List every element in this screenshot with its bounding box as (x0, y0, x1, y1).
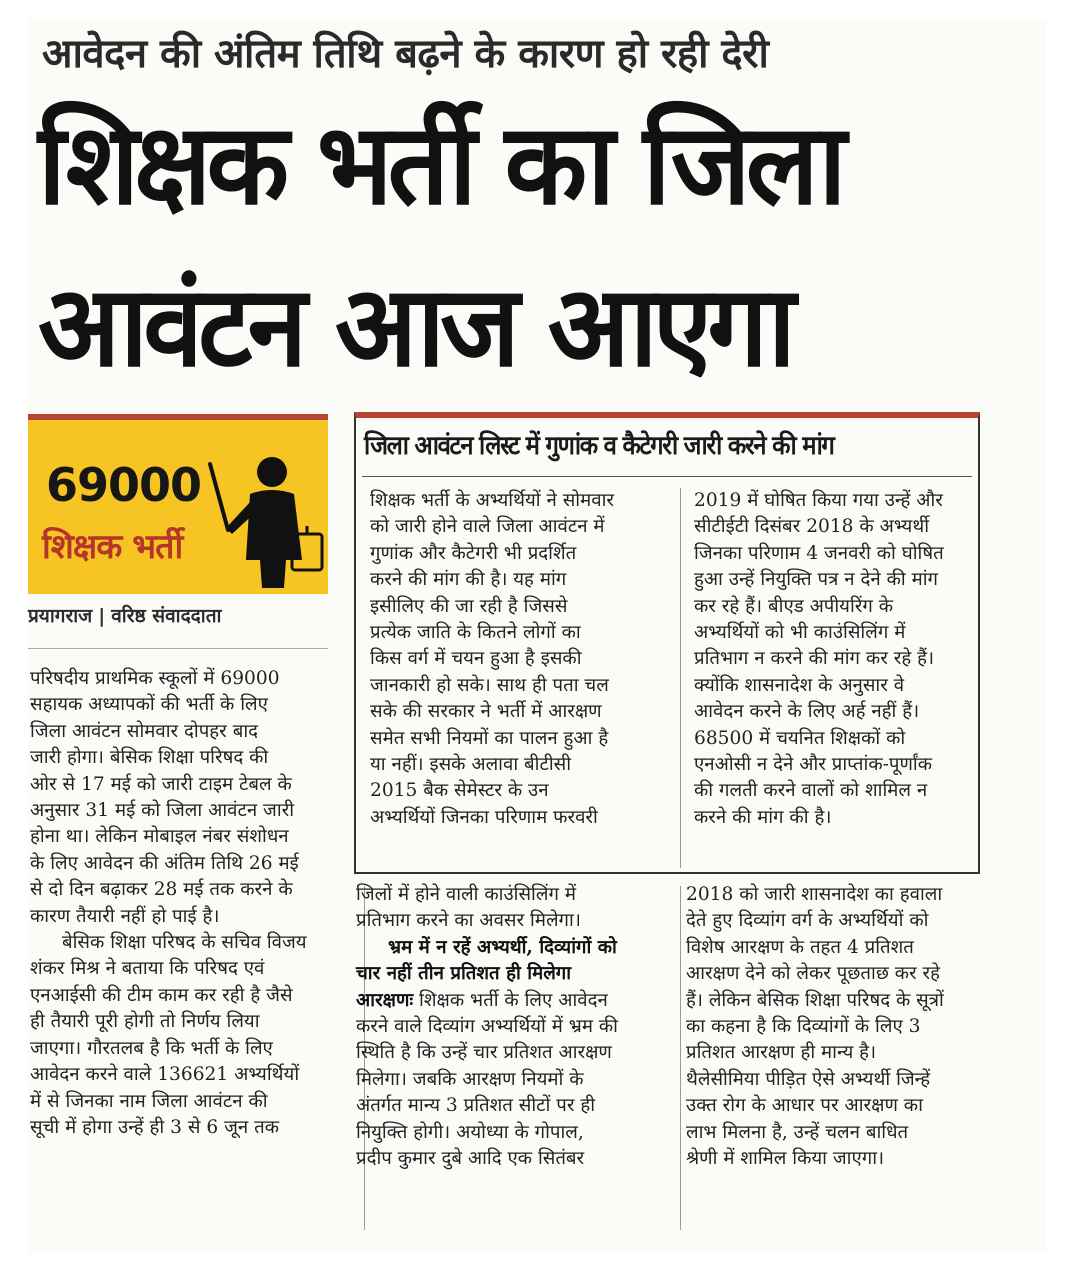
box-column-divider (680, 488, 681, 868)
text-line: शिक्षक भर्ती के अभ्यर्थियों ने सोमवार (370, 490, 614, 511)
text-line: प्रदीप कुमार दुबे आदि एक सितंबर (356, 1148, 585, 1170)
text-line: अभ्यर्थियों को भी काउंसिलिंग में (694, 622, 906, 644)
text-line: सके की सरकार ने भर्ती में आरक्षण (370, 701, 602, 723)
text-line: गुणांक और कैटेगरी भी प्रदर्शित (370, 542, 577, 564)
text-line: होना था। लेकिन मोबाइल नंबर संशोधन (30, 826, 289, 848)
text-line: लाभ मिलना है, उन्हें चलन बाधित (686, 1121, 909, 1143)
text-line: किस वर्ग में चयन हुआ है इसकी (370, 648, 582, 670)
text-line: बेसिक शिक्षा परिषद के सचिव विजय (62, 932, 307, 954)
text-line: करने की मांग की है। यह मांग (370, 569, 567, 591)
text-line: आवेदन करने वाले 136621 अभ्यर्थियों (30, 1064, 300, 1086)
text-line: जाएगा। गौरतलब है कि भर्ती के लिए (30, 1037, 273, 1059)
text-line: कारण तैयारी नहीं हो पाई है। (30, 905, 220, 927)
teacher-with-pointer-icon (206, 450, 326, 590)
sidebar-story-title: जिला आवंटन लिस्ट में गुणांक व कैटेगरी जारी करने की मांग (364, 431, 834, 461)
byline-reporter: वरिष्ठ संवाददाता (111, 605, 222, 627)
text-line: शंकर मिश्र ने बताया कि परिषद एवं (30, 958, 265, 980)
text-line: इसीलिए की जा रही है जिससे (370, 595, 568, 617)
text-line: जिला आवंटन सोमवार दोपहर बाद (30, 720, 259, 742)
text-line: जिनका परिणाम 4 जनवरी को घोषित (694, 542, 944, 564)
text-line: स्थिति है कि उन्हें चार प्रतिशत आरक्षण (356, 1042, 612, 1064)
box-column-1 (370, 488, 670, 831)
text-line: 2019 में घोषित किया गया उन्हें और (694, 490, 943, 511)
text-line: परिषदीय प्राथमिक स्कूलों में 69000 (30, 668, 280, 689)
text-line: श्रेणी में शामिल किया जाएगा। (686, 1148, 885, 1170)
main-headline-line-1: शिक्षक भर्ती का जिला (38, 100, 842, 230)
text-line: अभ्यर्थियों जिनका परिणाम फरवरी (370, 806, 598, 828)
text-line: जारी होगा। बेसिक शिक्षा परिषद की (30, 747, 269, 769)
sidebar-title-divider (362, 476, 972, 477)
text-line: कर रहे हैं। बीएड अपीयरिंग के (694, 595, 894, 617)
text-line: आरक्षण देने को लेकर पूछताछ कर रहे (686, 963, 941, 985)
text-line: जानकारी हो सके। साथ ही पता चल (370, 674, 609, 696)
byline-separator: | (98, 605, 106, 627)
text-line: का कहना है कि दिव्यांगों के लिए 3 (686, 1016, 921, 1038)
text-line: की गलती करने वालों को शामिल न (694, 780, 928, 802)
text-line: एनओसी न देने और प्राप्तांक-पूर्णांक (694, 754, 932, 776)
text-line: प्रतिभाग न करने की मांग कर रहे हैं। (694, 648, 935, 670)
text-line: सीटीईटी दिसंबर 2018 के अभ्यर्थी (694, 516, 930, 538)
text-line: हैं। लेकिन बेसिक शिक्षा परिषद के सूत्रों (686, 989, 944, 1011)
text-line: समेत सभी नियमों का पालन हुआ है (370, 727, 609, 749)
main-story-column-3 (686, 882, 986, 1172)
text-line: में से जिनका नाम जिला आवंटन की (30, 1090, 268, 1112)
byline (28, 602, 221, 628)
text-line: से दो दिन बढ़ाकर 28 मई तक करने के (30, 879, 293, 901)
text-line: जिलों में होने वाली काउंसिलिंग में (356, 884, 576, 905)
text-line: अनुसार 31 मई को जिला आवंटन जारी (30, 800, 295, 822)
text-line: एनआईसी की टीम काम कर रही है जैसे (30, 984, 293, 1006)
text-line: करने वाले दिव्यांग अभ्यर्थियों में भ्रम की (356, 1016, 618, 1038)
text-line: को जारी होने वाले जिला आवंटन में (370, 516, 605, 538)
badge-label: शिक्षक भर्ती (42, 527, 183, 567)
recruitment-badge (28, 414, 328, 594)
byline-divider (28, 648, 328, 649)
text-line: प्रतिशत आरक्षण ही मान्य है। (686, 1042, 877, 1064)
text-line: प्रतिभाग करने का अवसर मिलेगा। (356, 910, 581, 932)
text-line: सहायक अध्यापकों की भर्ती के लिए (30, 694, 268, 716)
text-line: अंतर्गत मान्य 3 प्रतिशत सीटों पर ही (356, 1095, 596, 1117)
text-line: 2018 को जारी शासनादेश का हवाला (686, 884, 943, 905)
text-line: सूची में होगा उन्हें ही 3 से 6 जून तक (30, 1116, 280, 1138)
text-line: हुआ उन्हें नियुक्ति पत्र न देने की मांग (694, 569, 939, 591)
byline-place: प्रयागराज (28, 605, 93, 627)
kicker-headline: आवेदन की अंतिम तिथि बढ़ने के कारण हो रही देरी (42, 31, 769, 77)
text-line: या नहीं। इसके अलावा बीटीसी (370, 754, 572, 776)
main-headline-line-2: आवंटन आज आएगा (38, 262, 791, 392)
column-divider (680, 886, 681, 1230)
main-story-column-1 (30, 666, 354, 1141)
text-line: विशेष आरक्षण के तहत 4 प्रतिशत (686, 936, 914, 958)
main-story-column-2 (356, 882, 666, 1172)
text-line: थैलेसीमिया पीड़ित ऐसे अभ्यर्थी जिन्हें (686, 1068, 931, 1090)
text-line: मिलेगा। जबकि आरक्षण नियमों के (356, 1068, 584, 1090)
text-line: उक्त रोग के आधार पर आरक्षण का (686, 1095, 923, 1117)
text-line: शिक्षक भर्ती के लिए आवेदन (413, 989, 608, 1011)
text-line: देते हुए दिव्यांग वर्ग के अभ्यर्थियों को (686, 910, 929, 932)
text-line: नियुक्ति होगी। अयोध्या के गोपाल, (356, 1121, 584, 1143)
text-line: क्योंकि शासनादेश के अनुसार वे (694, 674, 905, 696)
text-line: के लिए आवेदन की अंतिम तिथि 26 मई (30, 852, 299, 874)
subhead-lead: आरक्षणः (356, 989, 414, 1011)
text-line: प्रत्येक जाति के कितने लोगों का (370, 622, 581, 644)
text-line: ही तैयारी पूरी होगी तो निर्णय लिया (30, 1011, 260, 1033)
subhead-line: भ्रम में न रहें अभ्यर्थी, दिव्यांगों को (388, 936, 617, 958)
text-line: ओर से 17 मई को जारी टाइम टेबल के (30, 773, 292, 795)
box-column-2 (694, 488, 984, 831)
text-line: 68500 में चयनित शिक्षकों को (694, 727, 906, 749)
text-line: 2015 बैक सेमेस्टर के उन (370, 780, 549, 802)
badge-number: 69000 (46, 458, 202, 512)
text-line: करने की मांग की है। (694, 806, 832, 828)
subhead-line: चार नहीं तीन प्रतिशत ही मिलेगा (356, 963, 572, 985)
text-line: आवेदन करने के लिए अर्ह नहीं हैं। (694, 701, 920, 723)
